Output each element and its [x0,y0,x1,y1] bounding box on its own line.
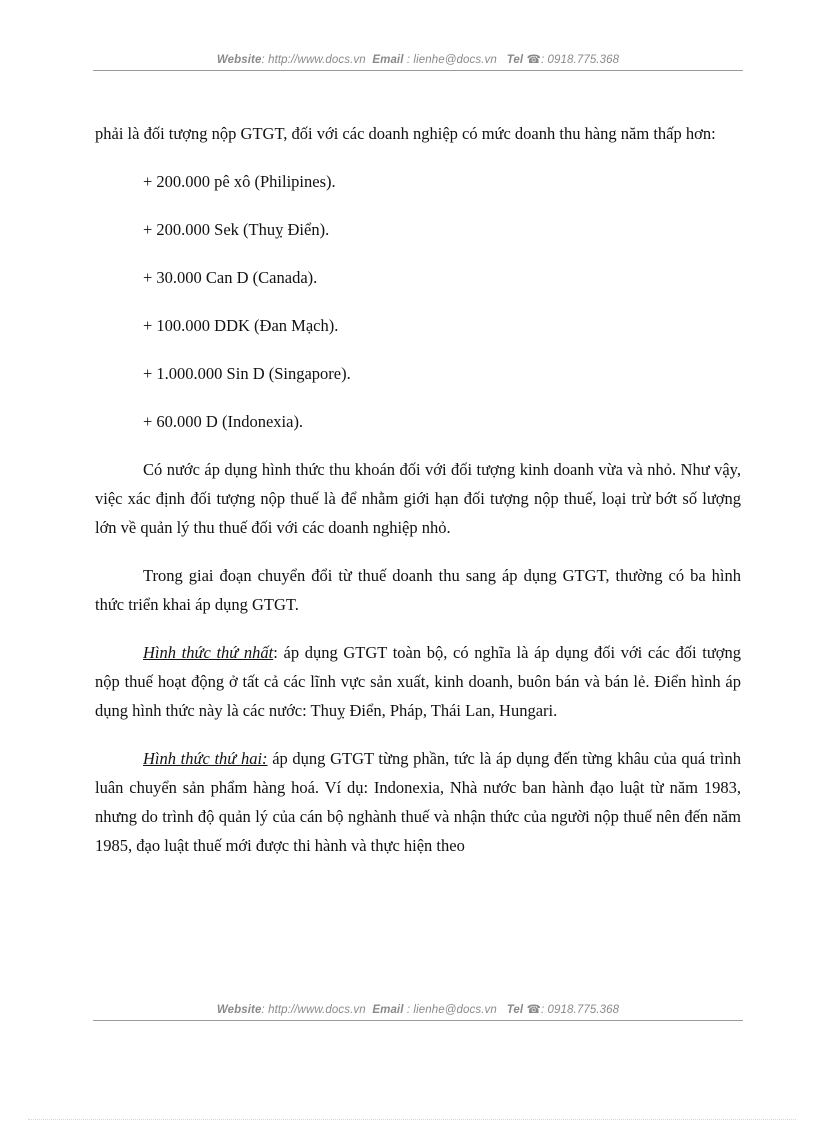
email-address[interactable]: : lienhe@docs.vn [403,1004,497,1016]
email-label: Email [372,54,404,66]
tel-number: : 0918.775.368 [540,1004,620,1016]
list-item: + 30.000 Can D (Canada). [143,268,318,287]
paragraph-giai-doan: Trong giai đoạn chuyển đổi từ thuế doanh thu sang áp dụng GTGT, thường có ba hình thức triển khai áp dụng GTGT. [95,566,741,614]
list-item: + 1.000.000 Sin D (Singapore). [143,364,351,383]
phone-icon: ☎ [526,54,541,66]
form-1-heading: Hình thức thứ nhất [143,643,274,662]
list-item: + 200.000 pê xô (Philipines). [143,172,336,191]
list-item: + 60.000 D (Indonexia). [143,412,304,431]
header-divider [93,70,743,71]
intro-paragraph: phải là đối tượng nộp GTGT, đối với các doanh nghiệp có mức doanh thu hàng năm thấp hơn: [95,124,716,143]
paragraph-form-1 [95,638,741,725]
page-break-line [28,1119,796,1120]
tel-number: : 0918.775.368 [540,54,620,66]
website-label: Website [216,1004,262,1016]
website-url[interactable]: : http://www.docs.vn [261,54,366,66]
phone-icon: ☎ [526,1004,541,1016]
list-item: + 100.000 DDK (Đan Mạch). [143,316,339,335]
email-address[interactable]: : lienhe@docs.vn [403,54,497,66]
website-url[interactable]: : http://www.docs.vn [261,1004,366,1016]
form-2-heading: Hình thức thứ hai: [143,749,268,768]
email-label: Email [372,1004,404,1016]
list-item: + 200.000 Sek (Thuỵ Điển). [143,220,330,239]
page-footer [93,1002,743,1016]
paragraph-khoan: Có nước áp dụng hình thức thu khoán đối với đối tượng kinh doanh vừa và nhỏ. Như vậy, việc xác định đối tượng nộp thuế là để nhằm giới hạn đối tượng nộp thuế, loại trừ bớt số lượng lớn về quản lý thu thuế đối với các doanh nghiệp nhỏ. [95,460,741,537]
website-label: Website [216,54,262,66]
tel-label: Tel [506,54,524,66]
form-1-text: : áp dụng GTGT toàn bộ, có nghĩa là áp dụng đối với các đối tượng nộp thuế hoạt động ở tất cả các lĩnh vực sản xuất, kinh doanh, buôn bán và bán lẻ. Điển hình áp dụng hình thức này là các nước: Thuỵ Điển, Pháp, Thái Lan, Hungari. [95,643,741,720]
paragraph-form-2 [95,744,741,860]
tel-label: Tel [506,1004,524,1016]
footer-divider [93,1020,743,1021]
document-body [95,119,741,879]
form-2-text: áp dụng GTGT từng phần, tức là áp dụng đến từng khâu của quá trình luân chuyển sản phẩm hàng hoá. Ví dụ: Indonexia, Nhà nước ban hành đạo luật từ năm 1983, nhưng do trình độ quản lý của cán bộ nghành thuế và nhận thức của người nộp thuế nên đến năm 1985, đạo luật thuế mới được thi hành và thực hiện theo [95,749,741,855]
page-header [93,52,743,66]
